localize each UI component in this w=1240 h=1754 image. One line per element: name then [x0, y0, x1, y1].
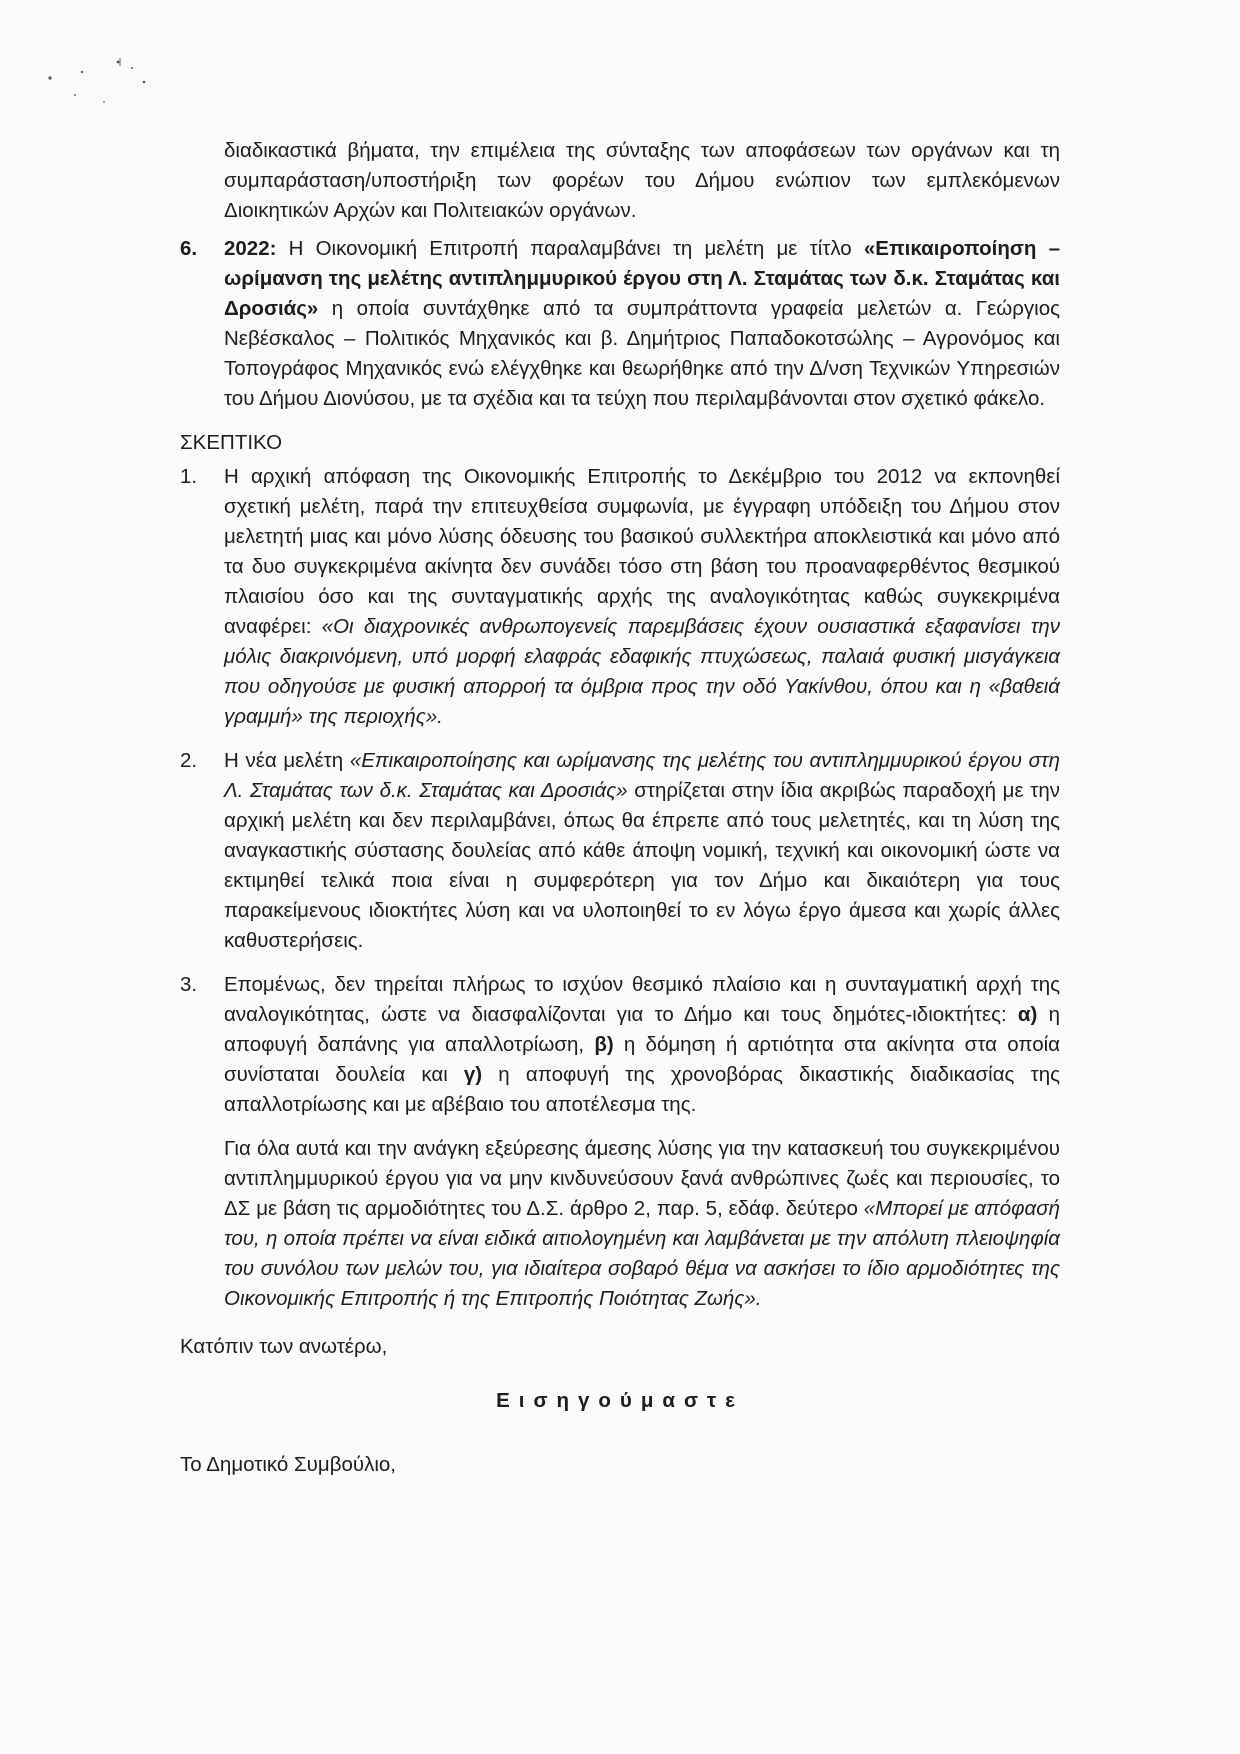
item-number: 1.	[180, 465, 198, 488]
item-number: 2.	[180, 749, 198, 772]
item-number: 3.	[180, 973, 198, 996]
scan-specks	[40, 50, 170, 110]
enum-label: α)	[1017, 1003, 1038, 1026]
list-item-2	[180, 746, 1060, 956]
proposal-heading: Εισηγούμαστε	[496, 1389, 744, 1412]
summary-paragraph	[180, 1134, 1060, 1314]
document-body	[180, 136, 1060, 1480]
section-heading: ΣΚΕΠΤΙΚΟ	[180, 431, 283, 454]
enum-label: γ)	[463, 1063, 483, 1086]
item-text: Η νέα μελέτη	[224, 749, 350, 772]
list-item-1	[180, 462, 1060, 732]
skeptiko-section	[180, 428, 1060, 1120]
enum-label: β)	[594, 1033, 614, 1056]
study-title: «Επικαιροποίηση – ωρίμανση της μελέτης αντιπλημμυρικού έργου στη Λ. Σταμάτας των δ.κ. Σταμάτας και Δροσιάς»	[224, 237, 1060, 320]
final-line: Το Δημοτικό Συμβούλιο,	[180, 1453, 397, 1476]
intro-continuation: διαδικαστικά βήματα, την επιμέλεια της σύνταξης των αποφάσεων των οργάνων και τη συμπαράσταση/υποστήριξη των φορέων του Δήμου ενώπιον των εμπλεκόμενων Διοικητικών Αρχών και Πολιτειακών οργάνων.	[224, 139, 1060, 222]
item-text: Επομένως, δεν τηρείται πλήρως το ισχύον θεσμικό πλαίσιο και η συνταγματική αρχή της αναλογικότητας, ώστε να διασφαλίζονται για το Δήμο και τους δημότες-ιδιοκτήτες:	[224, 973, 1060, 1026]
item-text: στηρίζεται στην ίδια ακριβώς παραδοχή με την αρχική μελέτη και δεν περιλαμβάνει, όπως θα έπρεπε από τους μελετητές, και τη λύση της αναγκαστικής σύστασης δουλείας από κάθε άποψη νομική, τεχνική και οικονομική ώστε να εκτιμηθεί τελικά ποια είναι η συμφερότερη για τον Δήμο και δικαιότερη για τους παρακείμενους ιδιοκτήτες λύση και να υλοποιηθεί το εν λόγω έργο άμεσα και χωρίς άλλες καθυστερήσεις.	[224, 779, 1060, 952]
item-text: Η Οικονομική Επιτροπή παραλαμβάνει τη μελέτη με τίτλο	[276, 237, 864, 260]
summary-text: Για όλα αυτά και την ανάγκη εξεύρεσης άμεσης λύσης για την κατασκευή του συγκεκριμένου αντιπλημμυρικού έργου για να μην κινδυνεύσουν ξανά ανθρώπινες ζωές και περιουσίες, το ΔΣ με βάση τις αρμοδιότητες του Δ.Σ. άρθρο 2, παρ. 5, εδάφ. δεύτερο	[224, 1137, 1060, 1220]
list-item-3	[180, 970, 1060, 1120]
item-quote: «Οι διαχρονικές ανθρωπογενείς παρεμβάσεις έχουν ουσιαστικά εξαφανίσει την μόλις διακρινόμενη, υπό μορφή ελαφράς εδαφικής πτυχώσεως, παλαιά φυσική μισγάγκεια που οδηγούσε με φυσική απορροή τα όμβρια προς την οδό Υακίνθου, όπου και η «βαθειά γραμμή» της περιοχής».	[224, 615, 1060, 728]
item-text: Η αρχική απόφαση της Οικονομικής Επιτροπής το Δεκέμβριο του 2012 να εκπονηθεί σχετική μελέτη, παρά την επιτευχθείσα συμφωνία, με έγγραφη υπόδειξη του Δήμου στον μελετητή μιας και μόνο λύσης όδευσης του βασικού συλλεκτήρα αποκλειστικά και μόνο από τα δυο συγκεκριμένα ακίνητα δεν συνάδει τόσο στη βάση του προαναφερθέντος θεσμικού πλαισίου όσο και της συνταγματικής αρχής της αναλογικότητας καθώς συγκεκριμένα αναφέρει:	[224, 465, 1060, 638]
list-item-6	[180, 234, 1060, 414]
closing-line: Κατόπιν των ανωτέρω,	[180, 1335, 388, 1358]
item-quote: «Επικαιροποίησης και ωρίμανσης της μελέτης του αντιπλημμυρικού έργου στη Λ. Σταμάτας των δ.κ. Σταμάτας και Δροσιάς»	[224, 749, 1060, 802]
summary-quote: «Μπορεί με απόφασή του, η οποία πρέπει να είναι ειδικά αιτιολογημένη και λαμβάνεται με την απόλυτη πλειοψηφία του συνόλου των μελών του, για ιδιαίτερα σοβαρό θέμα να ασκήσει το ίδιο αρμοδιότητες της Οικονομικής Επιτροπής ή της Επιτροπής Ποιότητας Ζωής».	[224, 1197, 1060, 1310]
item-text: η αποφυγή της χρονοβόρας δικαστικής διαδικασίας της απαλλοτρίωσης και με αβέβαιο του αποτέλεσμα της.	[224, 1063, 1060, 1116]
item-text: η δόμηση ή αρτιότητα στα ακίνητα στα οποία συνίσταται δουλεία και	[224, 1033, 1061, 1086]
item-text: η αποφυγή δαπάνης για απαλλοτρίωση,	[224, 1003, 1060, 1056]
item-text: η οποία συντάχθηκε από τα συμπράττοντα γραφεία μελετών α. Γεώργιος Νεβέσκαλος – Πολιτικός Μηχανικός και β. Δημήτριος Παπαδοκοτσώλης – Αγρονόμος και Τοπογράφος Μηχανικός ενώ ελέγχθηκε και θεωρήθηκε από την Δ/νση Τεχνικών Υπηρεσιών του Δήμου Διονύσου, με τα σχέδια και τα τεύχη που περιλαμβάνονται στον σχετικό φάκελο.	[224, 297, 1060, 410]
item-number: 6.	[180, 237, 198, 260]
item-year: 2022:	[224, 237, 277, 260]
